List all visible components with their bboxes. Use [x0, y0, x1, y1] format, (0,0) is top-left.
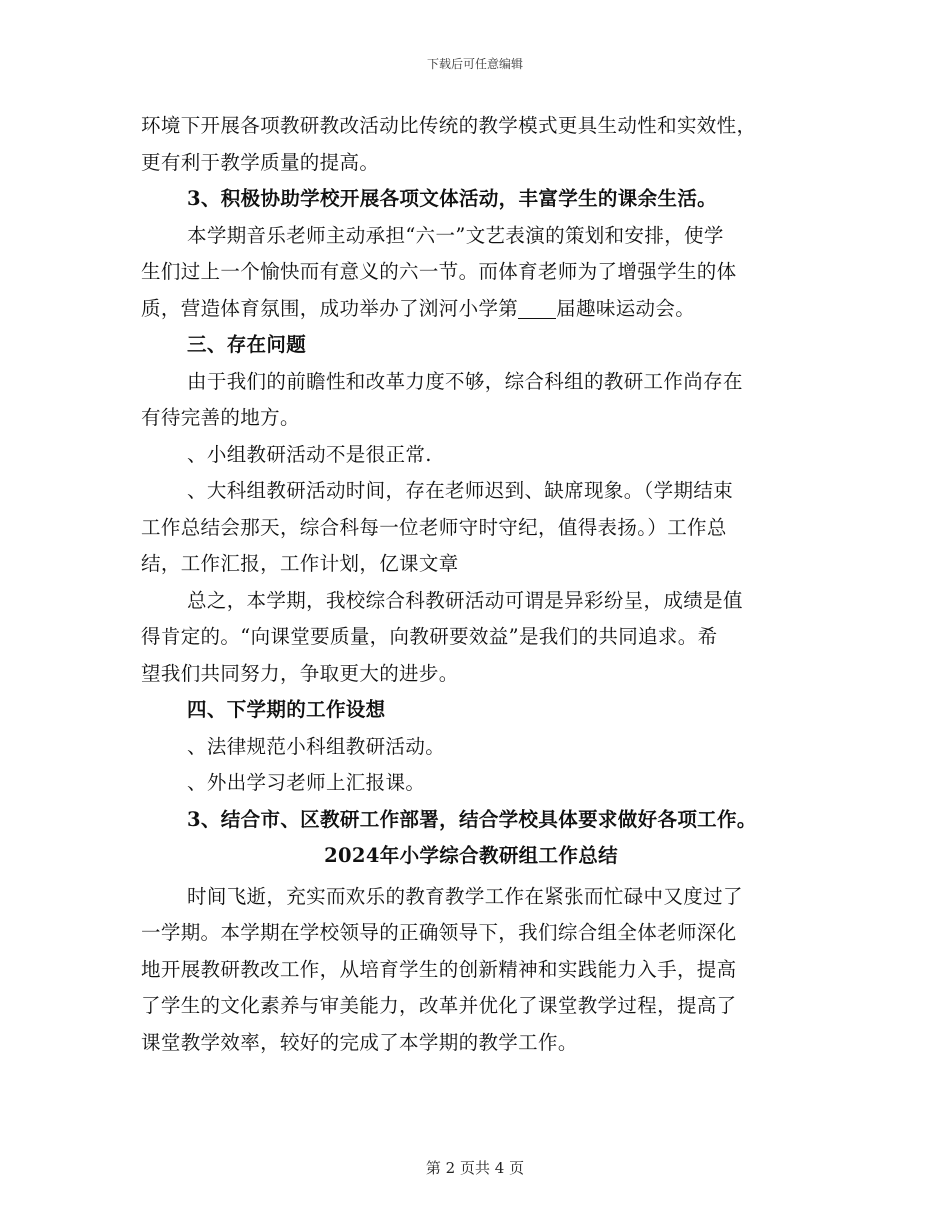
- list-item: 、外出学习老师上汇报课。: [187, 771, 426, 794]
- list-item: 、大科组教研活动时间，存在老师迟到、缺席现象。（学期结束: [187, 479, 734, 502]
- paragraph-line: [141, 291, 801, 328]
- paragraph-line: 总之，本学期，我校综合科教研活动可谓是异彩纷呈，成绩是值: [187, 588, 743, 612]
- document-body: [141, 108, 801, 1061]
- paragraph-line: 由于我们的前瞻性和改革力度不够，综合科组的教研工作尚存在: [187, 369, 743, 393]
- list-item: 、法律规范小科组教研活动。: [187, 734, 446, 758]
- paragraph-line: 望我们共同努力，争取更大的进步。: [141, 661, 459, 685]
- paragraph-line: 生们过上一个愉快而有意义的六一节。而体育老师为了增强学生的体: [141, 260, 737, 283]
- paragraph-line: 本学期音乐老师主动承担“六一”文艺表演的策划和安排，使学: [187, 223, 724, 247]
- paragraph-line: 时间飞逝，充实而欢乐的教育教学工作在紧张而忙碌中又度过了: [187, 884, 743, 908]
- section-heading: 三、存在问题: [187, 333, 307, 356]
- paragraph-line: 更有利于教学质量的提高。: [141, 150, 380, 174]
- paragraph-line: 工作总结会那天，综合科每一位老师守时守纪，值得表扬。）工作总: [141, 515, 727, 539]
- paragraph-line: 得肯定的。“向课堂要质量，向教研要效益”是我们的共同追求。希: [141, 625, 718, 648]
- paragraph-line: 结，工作汇报，工作计划，亿课文章: [141, 552, 459, 575]
- paragraph-line: 了学生的文化素养与审美能力，改革并优化了课堂教学过程，提高了: [141, 994, 737, 1017]
- page-header: 下载后可任意编辑: [426, 57, 523, 71]
- section-heading: 3、积极协助学校开展各项文体活动，丰富学生的课余生活。: [187, 187, 718, 210]
- fill-in-blank: [518, 298, 556, 319]
- paragraph-line: 课堂教学效率，较好的完成了本学期的教学工作。: [141, 1030, 578, 1054]
- paragraph-line: 一学期。本学期在学校领导的正确领导下，我们综合组全体老师深化: [141, 921, 737, 944]
- paragraph-line: 有待完善的地方。: [141, 406, 300, 429]
- line-text-after-blank: 届趣味运动会。: [556, 296, 696, 320]
- list-item: 、小组教研活动不是很正常.: [187, 442, 432, 466]
- page-footer: 第 2 页共 4 页: [425, 1159, 525, 1177]
- document-title: 2024年小学综合教研组工作总结: [324, 844, 618, 867]
- section-heading: 四、下学期的工作设想: [187, 698, 386, 721]
- line-text-before-blank: 质，营造体育氛围，成功举办了浏河小学第: [141, 296, 519, 320]
- paragraph-line: 地开展教研教改工作，从培育学生的创新精神和实践能力入手，提高: [141, 957, 737, 981]
- section-heading: 3、结合市、区教研工作部署，结合学校具体要求做好各项工作。: [187, 807, 757, 831]
- paragraph-line: 环境下开展各项教研教改活动比传统的教学模式更具生动性和实效性，: [141, 114, 757, 137]
